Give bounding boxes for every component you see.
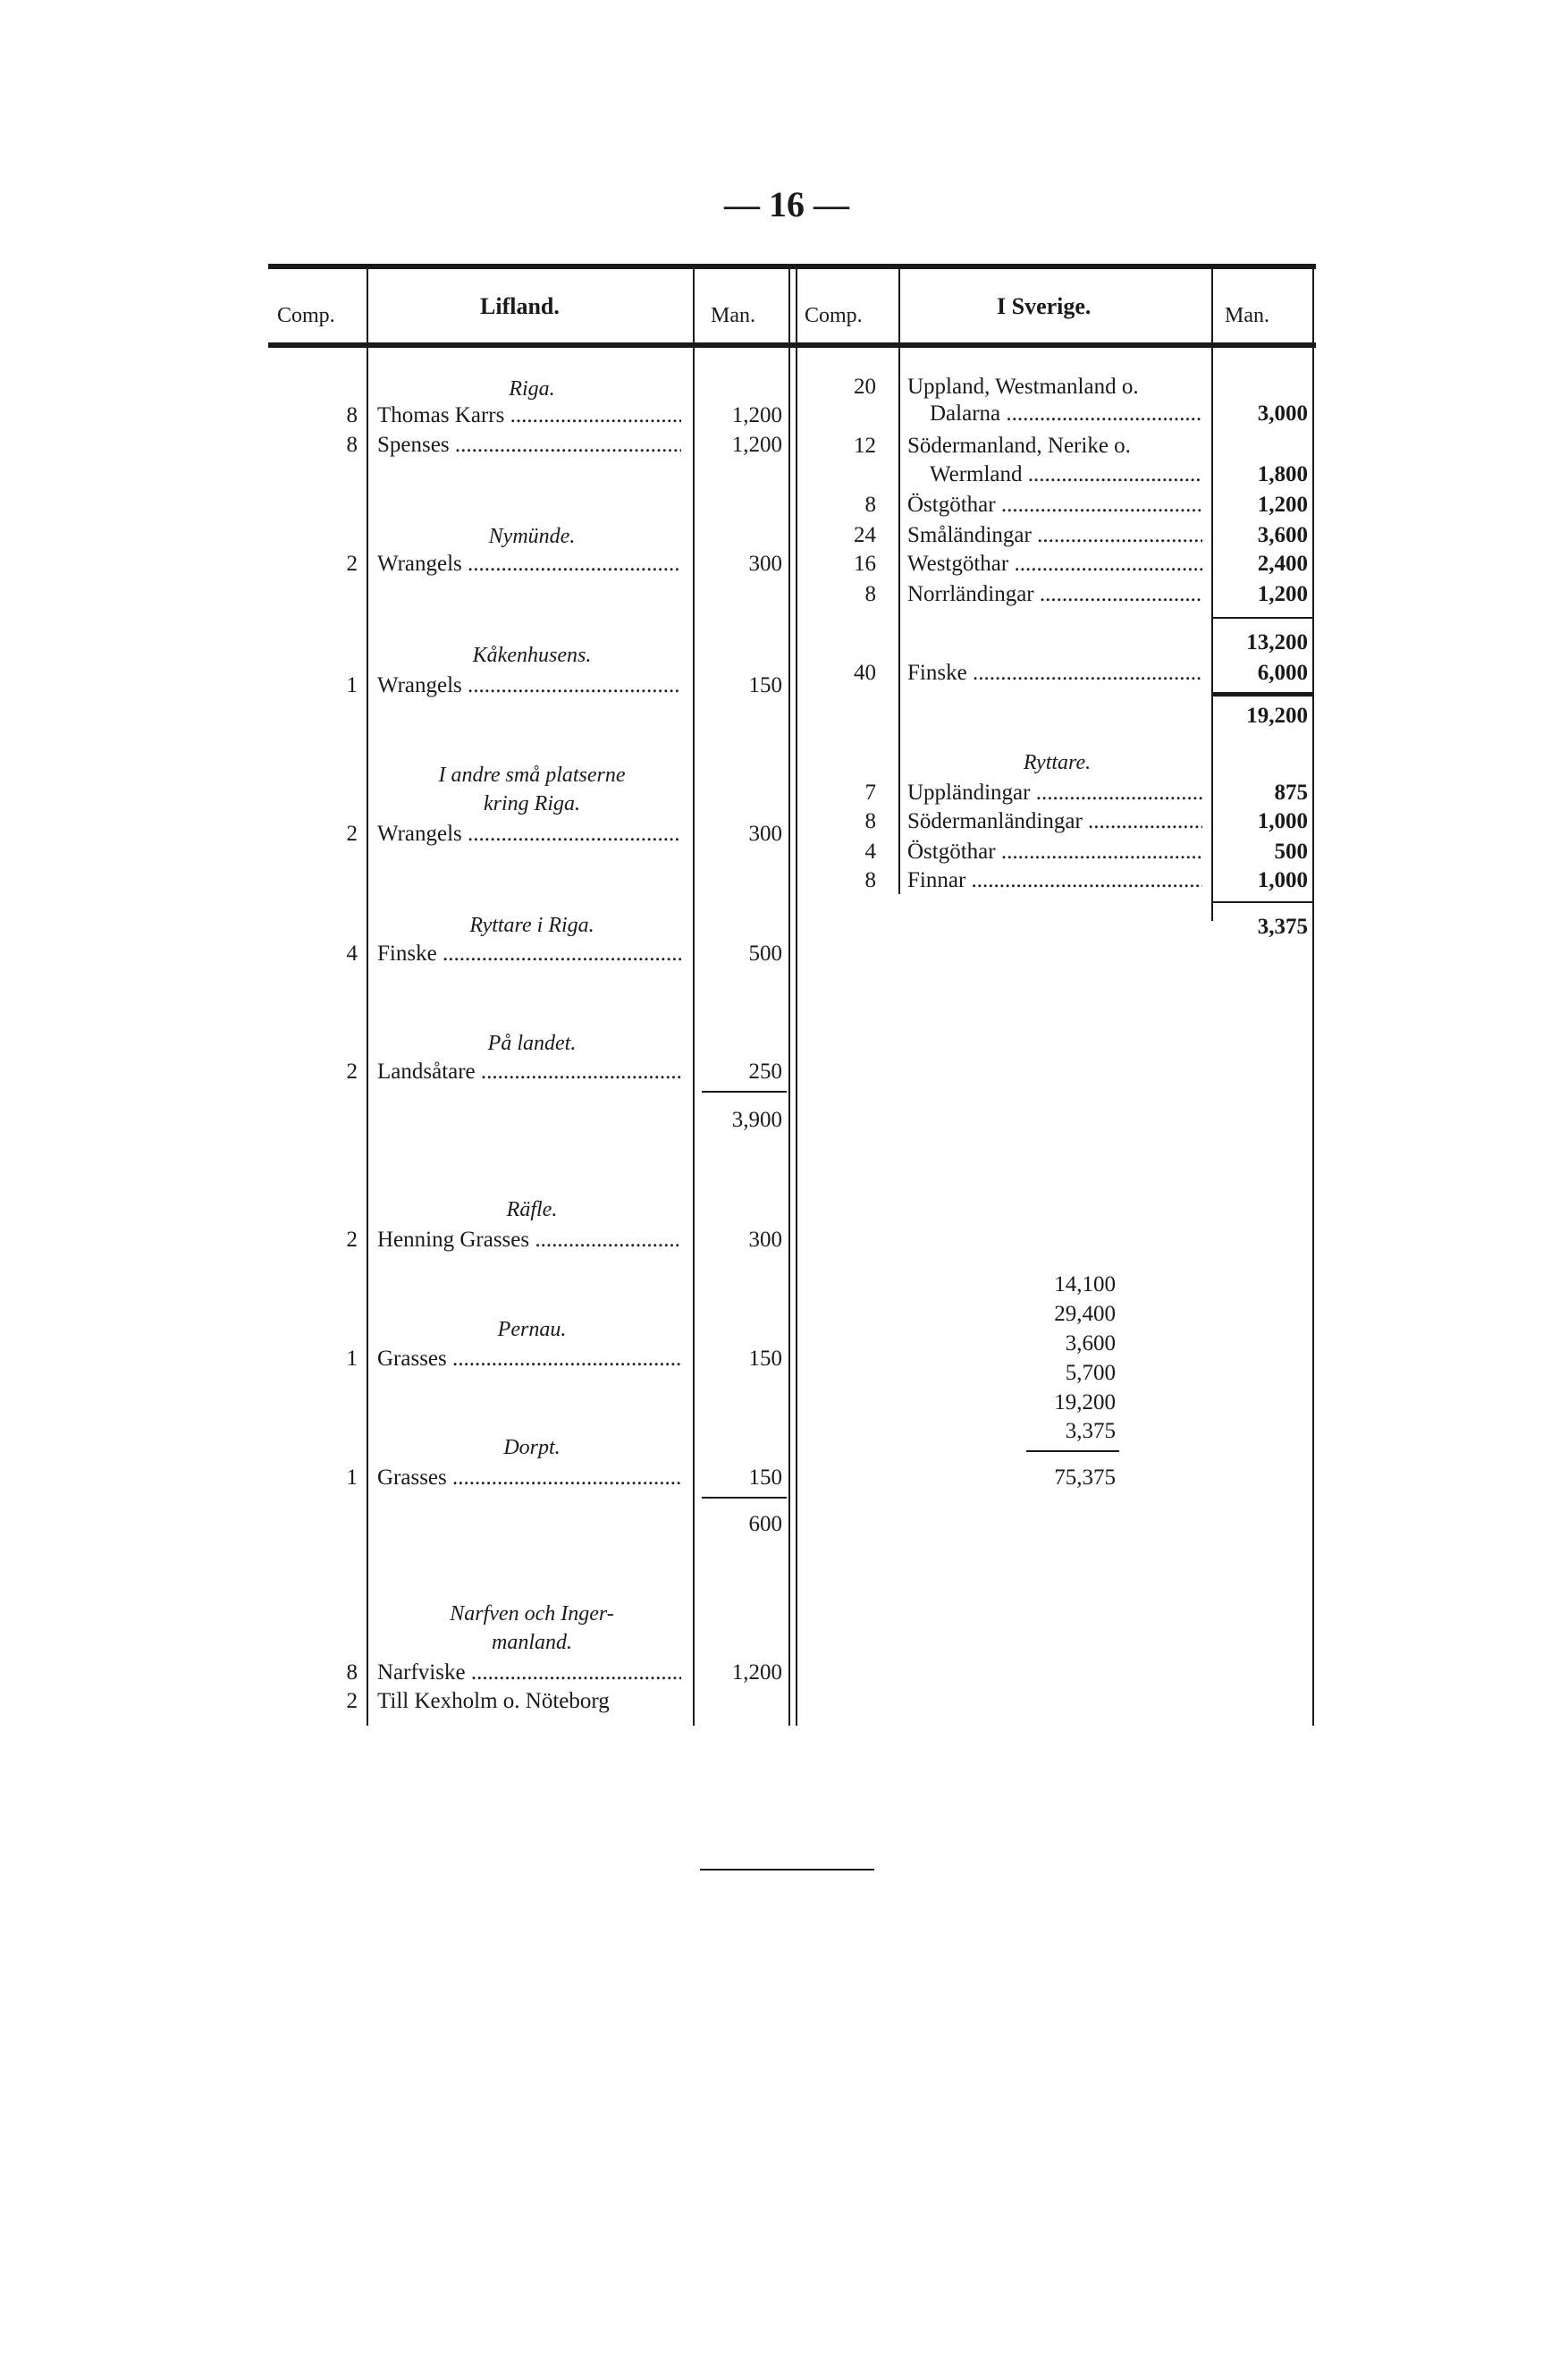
man-value: 300 [748,1228,782,1252]
entry-name: Wrangels ..... [377,672,681,699]
col-divider-4 [898,268,900,894]
entry-name: Uppländingar ..... [907,780,1202,806]
summary-value: 14,100 [1054,1272,1116,1296]
entry-name: Till Kexholm o. Nöteborg [377,1689,610,1713]
entry-name: Henning Grasses ..... [377,1227,681,1254]
comp-value: 8 [864,582,876,606]
col-divider-3b [796,268,797,1726]
entry-name: Wrangels ..... [377,551,681,578]
sum-rule [702,1091,787,1093]
comp-value: 8 [346,433,358,457]
comp-value: 24 [854,523,876,547]
summary-value: 5,700 [1065,1361,1116,1385]
man-value: 150 [748,1347,782,1371]
comp-value: 1 [346,1465,358,1490]
entry-name: Dalarna ..... [930,401,1202,427]
man-value: 2,400 [1257,552,1308,576]
man-value: 875 [1274,781,1308,805]
man-value: 150 [748,1465,782,1490]
col-divider-3 [788,268,790,1726]
sum-rule [1212,617,1312,619]
comp-value: 20 [854,375,876,399]
man-value: 1,200 [731,403,782,427]
summary-value: 19,200 [1054,1390,1116,1415]
header-man-left: Man. [711,304,755,327]
comp-value: 8 [864,809,876,833]
man-value: 150 [748,673,782,697]
comp-value: 1 [346,1347,358,1371]
sum-rule [1212,901,1312,903]
total-value: 3,900 [731,1108,782,1132]
entry-name: Spenses ..... [377,432,681,459]
entry-name: Westgöthar ..... [907,551,1202,578]
entry-name: Södermanländingar ..... [907,808,1202,835]
top-rule [268,264,1316,269]
man-value: 500 [748,942,782,966]
col-divider-6 [1312,268,1314,1726]
summary-value: 3,600 [1065,1331,1116,1355]
man-value: 3,600 [1257,523,1308,547]
entry-name: Wrangels ..... [377,821,681,848]
col-divider-5 [1211,268,1213,921]
man-value: 1,200 [1257,582,1308,606]
man-value: 6,000 [1257,661,1308,685]
entry-name: Landsåtare ..... [377,1059,681,1085]
entry-name: Finnar ..... [907,867,1202,894]
col-divider-1 [367,268,368,1726]
comp-value: 4 [864,840,876,864]
subheading-nymunde: Nymünde. [488,525,576,548]
entry-name: Finske ..... [377,941,681,967]
header-comp-left: Comp. [277,304,335,327]
entry-name: Södermanland, Nerike o. [907,434,1131,458]
total-value: 600 [748,1512,782,1536]
sum-rule [1026,1450,1119,1452]
entry-name: Uppland, Westmanland o. [907,375,1139,399]
sum-rule [702,1497,787,1499]
man-value: 1,200 [1257,493,1308,517]
man-value: 1,200 [731,433,782,457]
header-man-right: Man. [1225,304,1269,327]
subheading-ryttare: Ryttare. [1023,751,1092,774]
comp-value: 2 [346,1228,358,1252]
comp-value: 2 [346,822,358,846]
comp-value: 40 [854,661,876,685]
subheading-narfven: Narfven och Inger- [450,1602,614,1626]
entry-name: Östgöthar ..... [907,492,1202,519]
subheading-andre-cont: kring Riga. [484,792,580,815]
entry-name: Narfviske ..... [377,1659,681,1686]
subheading-kakenhusens: Kåkenhusens. [472,644,592,667]
man-value: 1,000 [1257,809,1308,833]
entry-name: Finske ..... [907,660,1202,687]
header-region-left: Lifland. [480,293,560,319]
subtotal-value: 13,200 [1246,630,1308,654]
col-divider-2 [693,268,695,1726]
comp-value: 2 [346,1060,358,1084]
comp-value: 1 [346,673,358,697]
man-value: 1,200 [731,1660,782,1685]
entry-name: Grasses ..... [377,1346,681,1372]
entry-name: Norrländingar ..... [907,581,1202,608]
man-value: 300 [748,552,782,576]
man-value: 1,800 [1257,462,1308,486]
subheading-riga: Riga. [509,377,555,401]
comp-value: 8 [864,493,876,517]
comp-value: 2 [346,552,358,576]
subheading-andre: I andre små platserne [438,764,626,787]
footer-rule [700,1869,874,1871]
subheading-narfven-cont: manland. [492,1631,572,1654]
header-rule [268,342,1316,348]
entry-name: Småländingar ..... [907,522,1202,549]
man-value: 250 [748,1060,782,1084]
comp-value: 4 [346,942,358,966]
sum-rule [1212,692,1312,697]
subheading-pa-landet: På landet. [487,1032,577,1055]
entry-name: Wermland ..... [930,461,1202,488]
entry-name: Thomas Karrs ..... [377,402,681,429]
man-value: 3,000 [1257,401,1308,426]
subheading-pernau: Pernau. [497,1318,567,1341]
header-region-right: I Sverige. [997,293,1092,319]
subtotal-value: 3,375 [1257,915,1308,939]
comp-value: 16 [854,552,876,576]
comp-value: 2 [346,1689,358,1713]
entry-name: Grasses ..... [377,1465,681,1491]
man-value: 300 [748,822,782,846]
entry-name: Östgöthar ..... [907,839,1202,866]
man-value: 1,000 [1257,868,1308,892]
subtotal-value: 19,200 [1246,704,1308,728]
subheading-ryttare-riga: Ryttare i Riga. [469,914,594,937]
comp-value: 7 [864,781,876,805]
summary-value: 3,375 [1065,1419,1116,1443]
page-number: — 16 — [724,184,849,224]
subheading-dorpt: Dorpt. [503,1436,561,1459]
subheading-rafle: Räfle. [506,1198,558,1221]
comp-value: 8 [864,868,876,892]
comp-value: 12 [854,434,876,458]
summary-total: 75,375 [1054,1465,1116,1490]
comp-value: 8 [346,403,358,427]
summary-value: 29,400 [1054,1302,1116,1326]
man-value: 500 [1274,840,1308,864]
comp-value: 8 [346,1660,358,1685]
header-comp-right: Comp. [805,304,863,327]
